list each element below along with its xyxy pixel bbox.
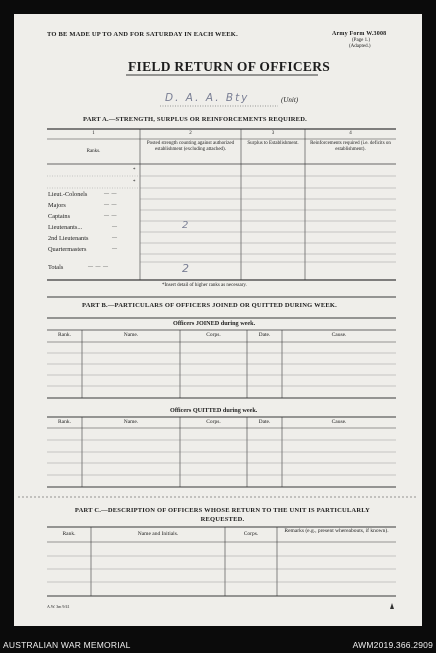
partc-col-corps: Corps. [243, 531, 259, 537]
unit-label: (Unit) [281, 96, 299, 104]
posted-lieutenants: 2 [182, 220, 189, 231]
part-c-heading: PART C.—DESCRIPTION OF OFFICERS WHOSE RETURN TO THE UNIT IS PARTICULARLY REQUESTED. [74, 507, 371, 523]
quitted-col-name: Name. [123, 419, 139, 425]
asterisk-mark: * [133, 180, 136, 185]
partc-col-name: Name and Initials. [137, 531, 179, 537]
rank-label: Lieutenants... [48, 224, 83, 231]
rank-label: Captains [48, 213, 71, 220]
joined-title: Officers JOINED during week. [173, 320, 256, 327]
col-number-1: 1 [92, 131, 95, 136]
leader-dashes: — — — [88, 265, 108, 270]
leader-dashes: — — [104, 214, 117, 219]
rank-label: Majors [48, 202, 66, 209]
rank-label: Lieut.-Colonels [48, 191, 88, 198]
col-number-2: 2 [189, 131, 192, 136]
col-header-surplus: Surplus to Establishment. [247, 141, 299, 146]
leader-dashes: — [112, 247, 117, 252]
col-number-4: 4 [349, 131, 352, 136]
joined-col-name: Name. [123, 332, 139, 338]
col-header-posted: Posted strength counting against authorized establishment (excluding attached). [146, 141, 235, 152]
col-number-3: 3 [271, 131, 275, 136]
leader-dashes: — — [104, 192, 117, 197]
part-a-heading: PART A.—STRENGTH, SURPLUS OR REINFORCEMENTS REQUIRED. [83, 116, 307, 123]
form-page: (Page 1.) [352, 38, 371, 43]
quitted-col-date: Date. [258, 419, 271, 425]
leader-dashes: — [112, 225, 117, 230]
part-b-heading: PART B.—PARTICULARS OF OFFICERS JOINED OR QUITTED DURING WEEK. [82, 302, 338, 309]
col-header-reinforcements: Reinforcements required (i.e. deficits on establishment). [310, 141, 391, 152]
joined-col-cause: Cause. [331, 332, 347, 338]
joined-col-date: Date. [258, 332, 271, 338]
instruction-text: TO BE MADE UP TO AND FOR SATURDAY IN EACH WEEK. [47, 31, 238, 38]
partc-col-rank: Rank. [62, 531, 76, 537]
rank-label: Quartermasters [48, 246, 87, 253]
form-id: Army Form W.3008 [332, 31, 387, 37]
quitted-col-rank: Rank. [58, 419, 71, 425]
unit-handwriting: D. A. A. Bty [165, 92, 250, 104]
quitted-col-corps: Corps. [206, 419, 221, 425]
rank-label: 2nd Lieutenants [48, 235, 89, 242]
col-header-ranks: Ranks. [86, 149, 101, 154]
quitted-col-cause: Cause. [331, 419, 347, 425]
totals-label: Totals [48, 264, 64, 271]
partc-col-remarks: Remarks (e.g., present whereabouts, if known). [284, 528, 389, 534]
leader-dashes: — — [104, 203, 117, 208]
footnote: *Insert detail of higher ranks as necessary. [162, 283, 247, 288]
quitted-title: Officers QUITTED during week. [170, 407, 258, 414]
joined-col-corps: Corps. [206, 332, 221, 338]
footer-institution: AUSTRALIAN WAR MEMORIAL [3, 640, 131, 650]
print-code: A.W. 3m 9/41 [47, 604, 70, 609]
form-adapted: (Adapted.) [349, 44, 371, 49]
page-title: FIELD RETURN OF OFFICERS [128, 59, 331, 74]
footer-accession: AWM2019.366.2909 [352, 640, 433, 650]
posted-total: 2 [182, 262, 189, 275]
leader-dashes: — [112, 236, 117, 241]
joined-col-rank: Rank. [58, 332, 71, 338]
asterisk-mark: * [133, 168, 136, 173]
